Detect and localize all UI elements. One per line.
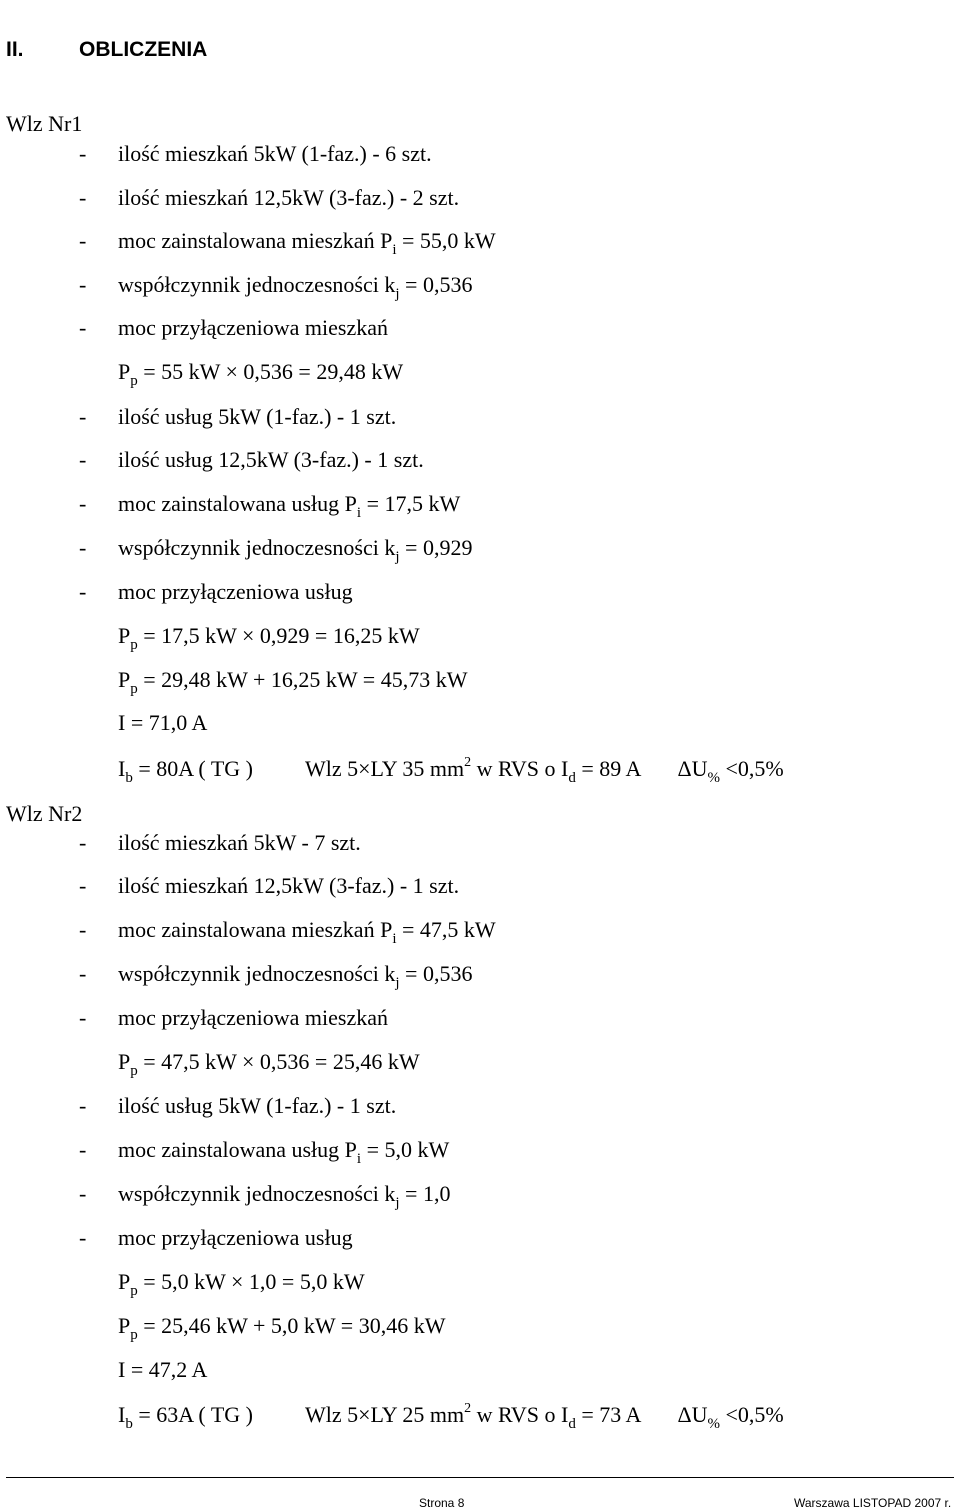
footer-page-number: Strona 8: [419, 1496, 465, 1510]
section1-title: Wlz Nr1: [6, 111, 83, 136]
heading-number: II.: [6, 38, 24, 61]
section2-title: Wlz Nr2: [6, 801, 83, 826]
footer-divider: [6, 1477, 954, 1478]
heading-title: OBLICZENIA: [79, 38, 208, 61]
document-page: II. OBLICZENIA Wlz Nr1 - ilość mieszkań 5kW (1-faz.) - 6 szt. - ilość mieszkań 12,5kW (3-faz.) - 2 szt. - moc zainstalowana mieszkań $P_i = 55,0$ kW - współczynnik jednoczesności $k_j = 0,536$ - moc przyłączeniowa mieszkań $P_p = 55$ kW × 0,536 = 29,48 kW - ilość usług 5kW (1-faz.) - 1 szt. - ilość usług 12,5kW (3-faz.) - 1 szt. - moc zainstalowana usług $P_i = 17,5$ kW - współczynnik jednoczesności $k_j = 0,929$ - moc przyłączeniowa usług $P_p = 17,5$ kW × 0,929 = 16,25 kW $P_p = 29,48$ kW + 16,25 kW = 45,73 kW I = 71,0 A $I_b = 80A$ ( TG ) Wlz 5×LY 35 $mm^2$ w RVS o $I_d = 89$ A $\Delta U_{\%} <0,5\%$ Wlz Nr2 - ilość mieszkań 5kW - 7 szt. - ilość mieszkań 12,5kW (3-faz.) - 1 szt. - moc zainstalowana mieszkań $P_i = 47,5$ kW - współczynnik jednoczesności $k_j = 0,536$ - moc przyłączeniowa mieszkań $P_p = 47,5$ kW × 0,536 = 25,46 kW - ilość usług 5kW (1-faz.) - 1 szt. - moc zainstalowana usług $P_i = 5,0$ kW - współczynnik jednoczesności $k_j = 1,0$ - moc przyłączeniowa usług $P_p = 5,0$ kW × 1,0 = 5,0 kW $P_p = 25,46$ kW + 5,0 kW = 30,46 kW I = 47,2 A $I_b = 63A$ ( TG ) Wlz 5×LY 25 $mm^2$ w RVS o $I_d = 73$ A $\Delta U_{\%} <0,5\%$ Strona 8 Warszawa LISTOPAD 2007 r.: [0, 0, 960, 1509]
footer-place-date: Warszawa LISTOPAD 2007 r.: [794, 1496, 952, 1510]
